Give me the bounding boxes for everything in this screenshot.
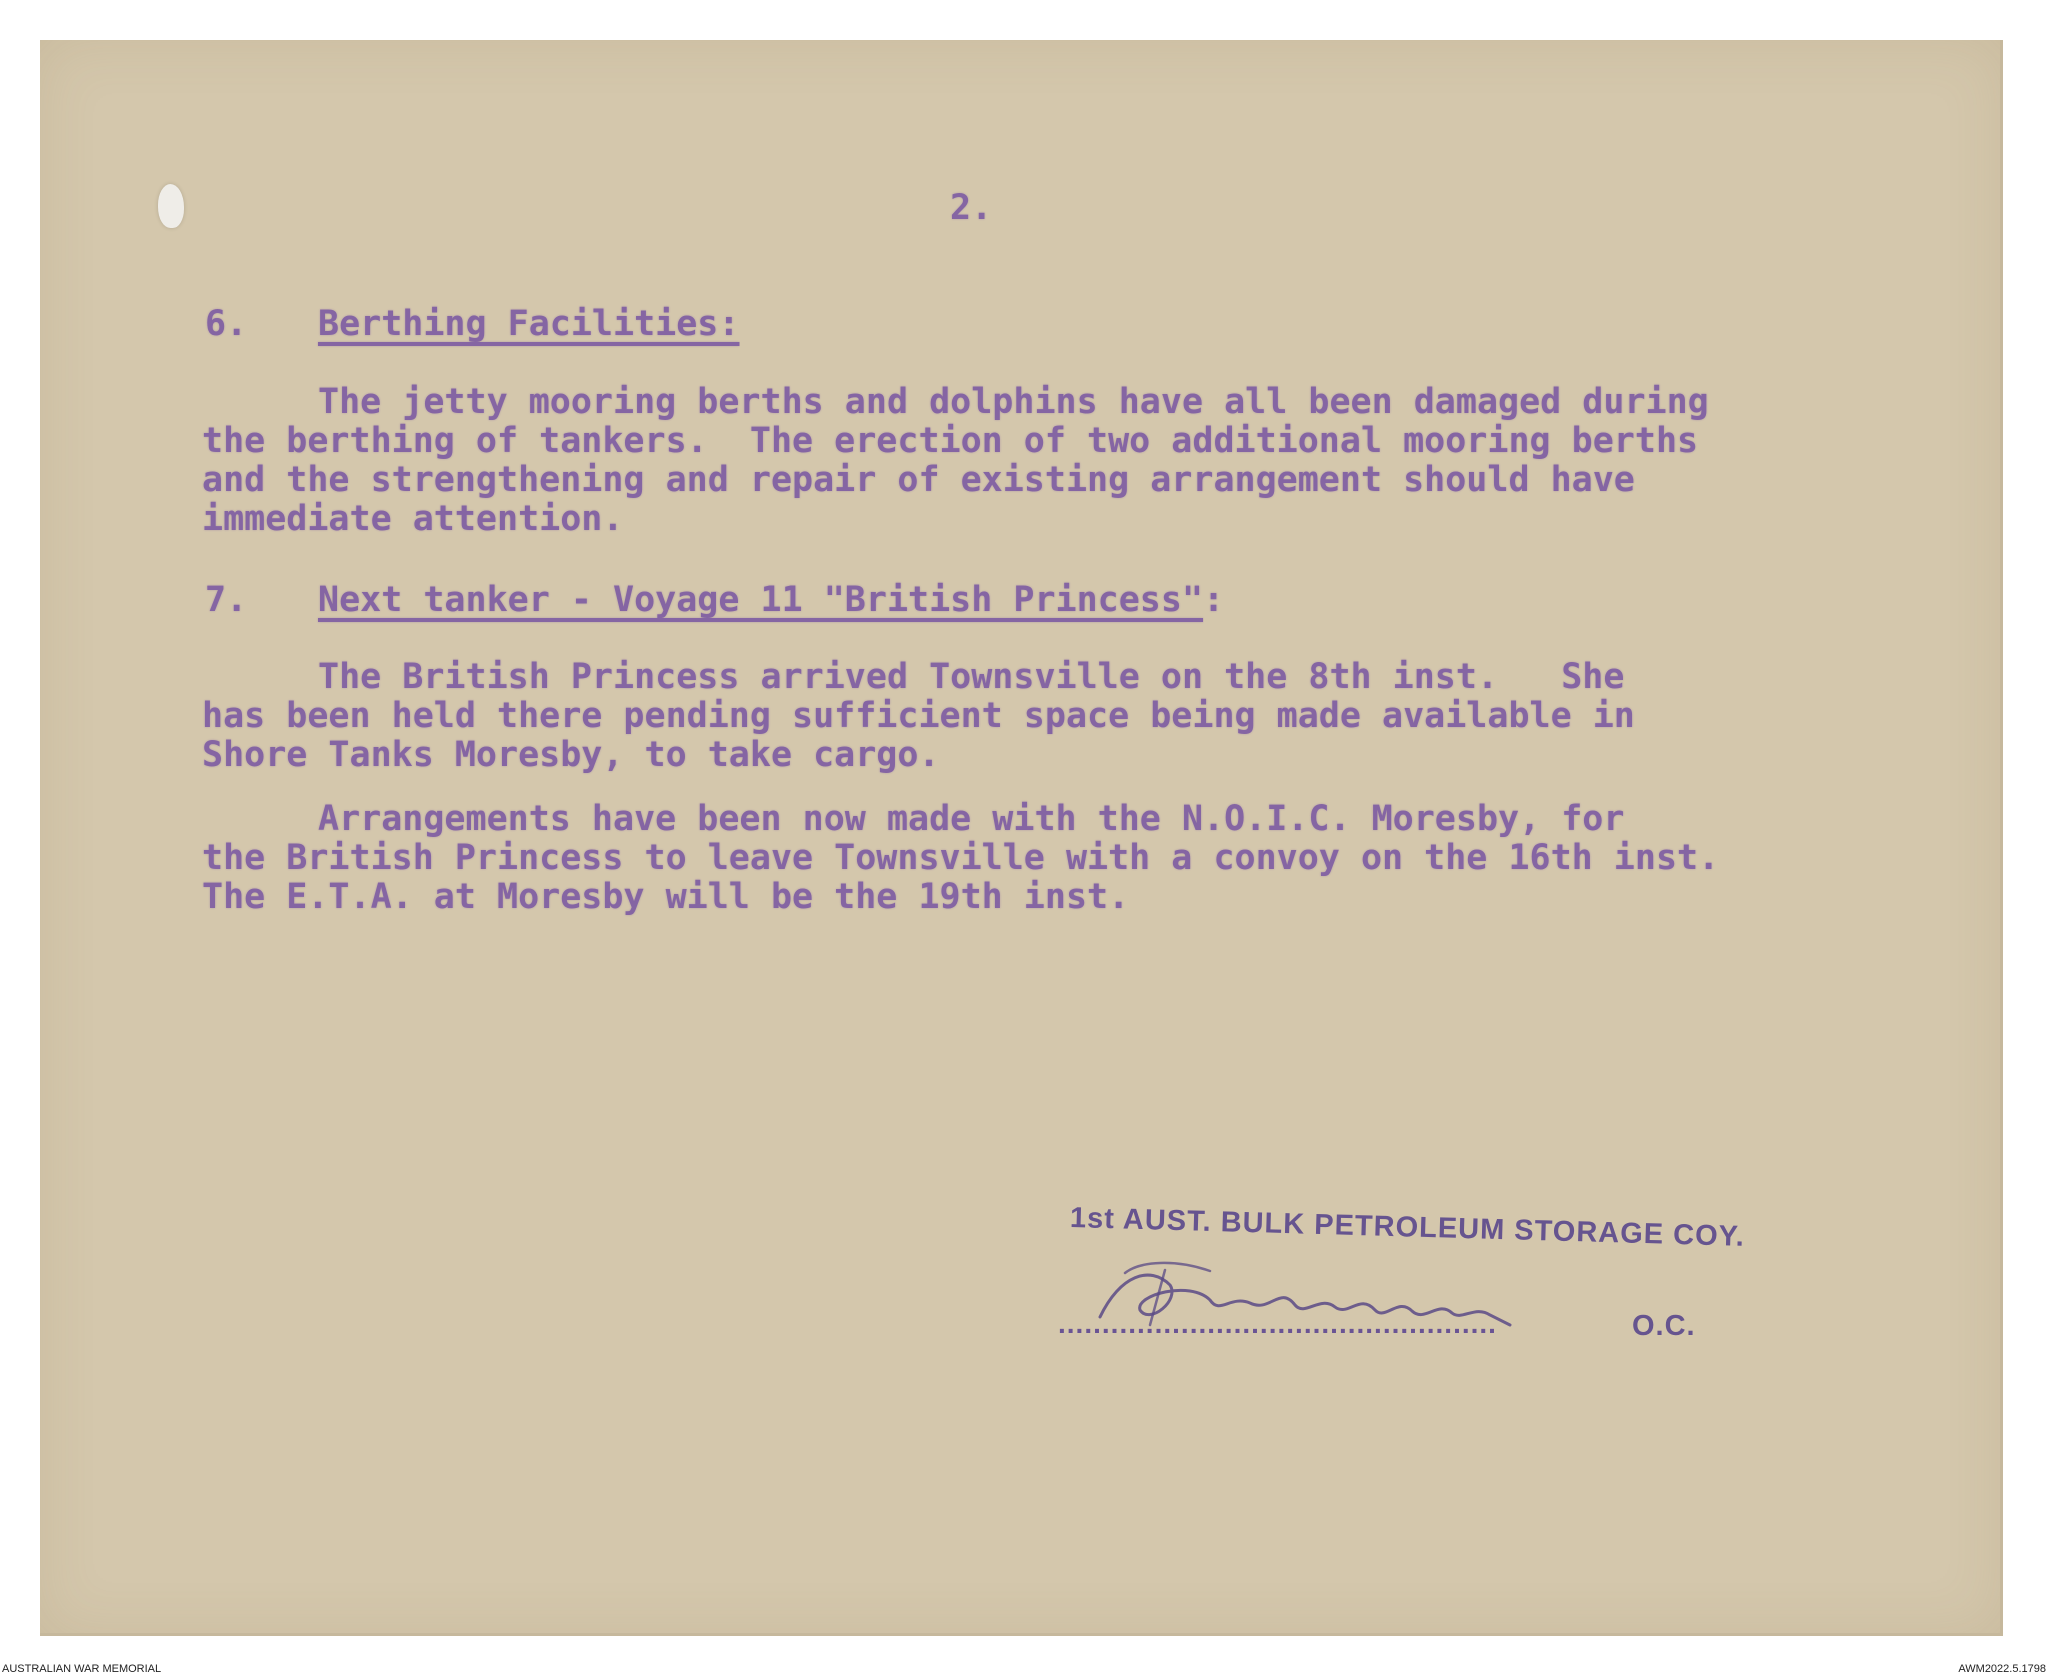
section-7-number: 7. bbox=[205, 580, 248, 620]
section-6-line-2: the berthing of tankers. The erection of two additional mooring berths bbox=[202, 421, 1699, 461]
unit-stamp: 1st AUST. BULK PETROLEUM STORAGE COY. bbox=[1069, 1202, 1746, 1253]
section-7-heading-wrap bbox=[318, 580, 1224, 620]
footer-right: AWM2022.5.1798 bbox=[1958, 1663, 2046, 1675]
section-6-heading: Berthing Facilities: bbox=[318, 304, 740, 344]
footer-left: AUSTRALIAN WAR MEMORIAL bbox=[2, 1663, 162, 1675]
punch-hole bbox=[158, 184, 184, 228]
section-6-line-4: immediate attention. bbox=[202, 499, 624, 539]
section-7-p2-line-3: The E.T.A. at Moresby will be the 19th inst. bbox=[202, 877, 1130, 917]
oc-title: O.C. bbox=[1632, 1310, 1696, 1342]
section-7-p1-line-2: has been held there pending sufficient space being made available in bbox=[202, 696, 1635, 736]
section-6-line-1: The jetty mooring berths and dolphins have all been damaged during bbox=[318, 382, 1709, 422]
section-7-heading: Next tanker - Voyage 11 "British Princess" bbox=[318, 580, 1204, 620]
section-7-heading-suffix: : bbox=[1203, 580, 1225, 620]
section-7-p2-line-2: the British Princess to leave Townsville with a convoy on the 16th inst. bbox=[202, 838, 1720, 878]
section-7-p2-line-1: Arrangements have been now made with the N.O.I.C. Moresby, for bbox=[318, 799, 1625, 839]
signature-line: .................................................. bbox=[1058, 1308, 1497, 1339]
section-6-line-3: and the strengthening and repair of existing arrangement should have bbox=[202, 460, 1635, 500]
document-sheet bbox=[40, 40, 2003, 1636]
section-6-number: 6. bbox=[205, 304, 248, 344]
section-7-p1-line-1: The British Princess arrived Townsville on the 8th inst. She bbox=[318, 657, 1625, 697]
section-7-p1-line-3: Shore Tanks Moresby, to take cargo. bbox=[202, 735, 940, 775]
page-number: 2. bbox=[950, 188, 993, 228]
